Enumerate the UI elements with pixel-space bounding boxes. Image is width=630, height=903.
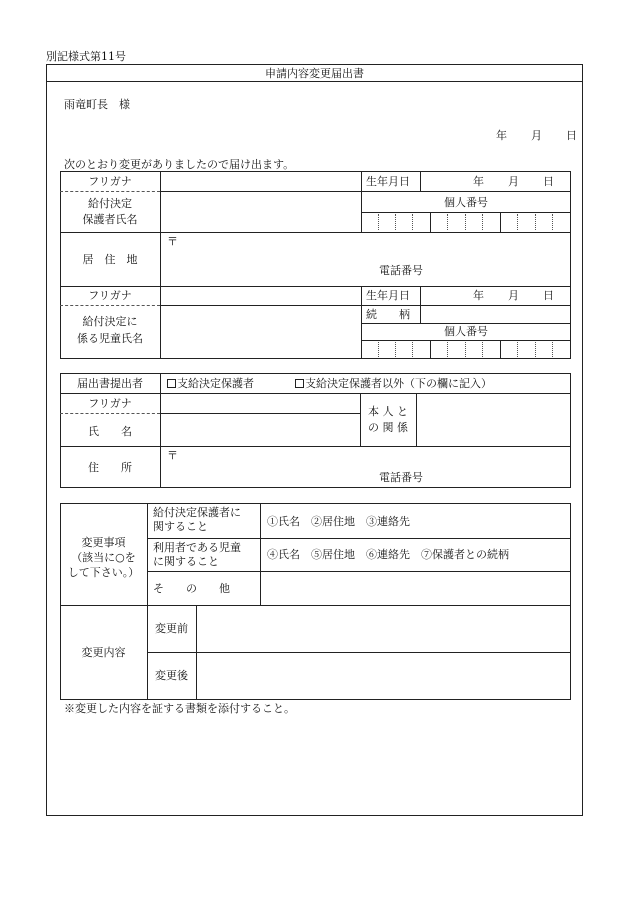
submitter-option-guardian[interactable] — [167, 378, 254, 389]
guardian-name-label-2: 保護者氏名 — [82, 213, 138, 226]
guardian-address-label: 居 住 地 — [82, 253, 138, 266]
guardian-birth-month: 月 — [508, 175, 519, 188]
guardian-postal-mark: 〒 — [167, 235, 178, 248]
changes-table — [60, 503, 571, 700]
guardian-furigana-label: フリガナ — [88, 175, 132, 188]
child-personal-number-label: 個人番号 — [444, 325, 488, 338]
intro-text: 次のとおり変更がありましたので届け出ます。 — [64, 158, 295, 171]
guardian-birth-year: 年 — [473, 175, 484, 188]
change-items-label-2: （該当に○を — [71, 551, 136, 564]
submitter-furigana-label: フリガナ — [88, 397, 132, 410]
change-items-label-3: して下さい。） — [67, 566, 140, 579]
submitter-option-2-text: 支給決定保護者以外（下の欄に記入） — [305, 377, 492, 390]
checkbox-guardian[interactable] — [167, 379, 176, 388]
attachment-note: ※変更した内容を証する書類を添付すること。 — [64, 702, 295, 715]
submitter-relation-label-2: の 関 係 — [368, 421, 408, 434]
child-birth-year: 年 — [473, 289, 484, 302]
form-number: 別記様式第11号 — [46, 50, 126, 63]
submitter-postal-mark: 〒 — [167, 449, 178, 462]
submitter-option-1-text: 支給決定保護者 — [177, 377, 254, 390]
change-row1-options[interactable]: ①氏名 ②居住地 ③連絡先 — [267, 515, 410, 528]
child-furigana-label: フリガナ — [88, 289, 132, 302]
change-items-label-1: 変更事項 — [81, 536, 126, 549]
form-title: 申請内容変更届出書 — [265, 67, 364, 80]
change-row2-options[interactable]: ④氏名 ⑤居住地 ⑥連絡先 ⑦保護者との続柄 — [267, 548, 509, 561]
child-birth-label: 生年月日 — [366, 289, 410, 302]
guardian-personal-number-label: 個人番号 — [444, 196, 488, 209]
submitter-name-label: 氏 名 — [88, 425, 132, 438]
submitter-label: 届出書提出者 — [77, 377, 143, 390]
date-day: 日 — [566, 129, 577, 142]
child-birth-day: 日 — [543, 289, 554, 302]
change-row2-label-1: 利用者である児童 — [153, 541, 241, 554]
child-name-label-2: 係る児童氏名 — [77, 332, 143, 345]
change-after-label: 変更後 — [155, 669, 188, 682]
date-month: 月 — [531, 129, 542, 142]
change-row1-label-2: 関すること — [153, 520, 208, 533]
change-row2-label-2: に関すること — [153, 555, 219, 568]
title-underline — [46, 81, 583, 82]
submitter-relation-label-1: 本 人 と — [368, 405, 408, 418]
child-birth-month: 月 — [508, 289, 519, 302]
guardian-name-label-1: 給付決定 — [88, 197, 132, 210]
change-before-label: 変更前 — [155, 622, 188, 635]
change-row3-label: そ の 他 — [153, 582, 230, 595]
change-content-label: 変更内容 — [81, 646, 126, 659]
submitter-address-label: 住 所 — [88, 461, 132, 474]
guardian-birth-label: 生年月日 — [366, 175, 410, 188]
change-row1-label-1: 給付決定保護者に — [153, 506, 241, 519]
addressee: 雨竜町長 様 — [64, 98, 130, 111]
checkbox-other[interactable] — [295, 379, 304, 388]
submitter-option-other[interactable] — [295, 378, 492, 389]
guardian-birth-day: 日 — [543, 175, 554, 188]
guardian-phone-label: 電話番号 — [379, 264, 423, 277]
date-year: 年 — [496, 129, 507, 142]
child-name-label-1: 給付決定に — [82, 315, 138, 328]
submitter-phone-label: 電話番号 — [379, 471, 423, 484]
child-relation-label: 続 柄 — [366, 308, 410, 321]
